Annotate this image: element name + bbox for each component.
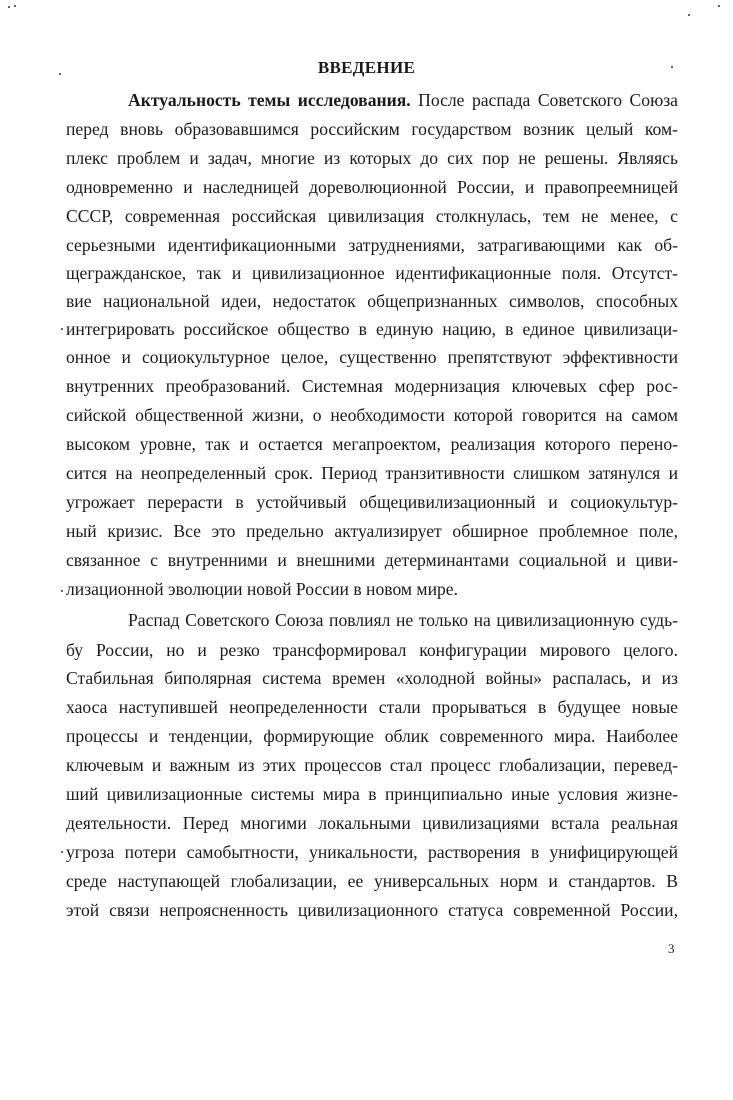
paragraph-line: Стабильная биполярная система времен «холодной войны» распалась, и из [66,668,678,688]
paragraph-line: интегрировать российское общество в единую нацию, в единое цивилизаци- [66,319,678,339]
paragraph-line: высоком уровне, так и остается мегапроектом, реализация которого перено- [66,434,678,454]
paragraph-line: этой связи непроясненность цивилизационного статуса современной России, [66,900,678,920]
paragraph-line: серьезными идентификационными затруднениями, затрагивающими как об- [66,235,678,255]
paragraph-line: процессы и тенденции, формирующие облик современного мира. Наиболее [66,726,678,746]
paragraph-line: деятельности. Перед многими локальными цивилизациями встала реальная [66,813,678,833]
scan-speck [688,14,690,16]
paragraph-line: СССР, современная российская цивилизация столкнулась, тем не менее, с [66,206,678,226]
paragraph-line: угрожает перерасти в устойчивый общецивилизационный и социокультур- [66,492,678,512]
paragraph-line: сится на неопределенный срок. Период транзитивности слишком затянулся и [66,463,678,483]
scan-speck [61,851,63,853]
paragraph-line: плекс проблем и задач, многие из которых до сих пор не решены. Являясь [66,148,678,168]
paragraph-line: одновременно и наследницей дореволюционной России, и правопреемницей [66,177,678,197]
paragraph-line: внутренних преобразований. Системная модернизация ключевых сфер рос- [66,376,678,396]
lead-in-heading: Актуальность темы исследования. [128,90,411,110]
scan-speck [61,590,63,592]
paragraph-line: вие национальной идеи, недостаток общепризнанных символов, способных [66,291,678,311]
text-segment: После распада Советского Союза [418,90,678,110]
scan-speck [8,6,10,8]
paragraph-line: бу России, но и резко трансформировал конфигурации мирового целого. [66,640,678,660]
scan-speck [61,328,63,330]
paragraph-line: ный кризис. Все это предельно актуализирует обширное проблемное поле, [66,521,678,541]
paragraph-line: среде наступающей глобализации, ее универсальных норм и стандартов. В [66,871,678,891]
paragraph-line: хаоса наступившей неопределенности стали прорываться в будущее новые [66,697,678,717]
paragraph-line: перед вновь образовавшимся российским государством возник целый ком- [66,119,678,139]
page-title: ВВЕДЕНИЕ [317,58,416,77]
paragraph-line [128,90,678,110]
paragraph-line: онное и социокультурное целое, существенно препятствуют эффективности [66,347,678,367]
paragraph-line: угроза потери самобытности, уникальности, растворения в унифицирующей [66,842,678,862]
scan-speck [59,73,61,75]
paragraph-line: лизационной эволюции новой России в новом мире. [66,579,458,599]
paragraph-line: ключевым и важным из этих процессов стал процесс глобализации, перевед- [66,755,678,775]
scan-speck [671,66,673,68]
paragraph-line: щегражданское, так и цивилизационное идентификационные поля. Отсутст- [66,263,678,283]
page-number: 3 [668,941,675,956]
paragraph-line: связанное с внутренними и внешними детерминантами социальной и циви- [66,550,678,570]
paragraph-line: сийской общественной жизни, о необходимости которой говорится на самом [66,405,678,425]
paragraph-line: ший цивилизационные системы мира в принципиально иные условия жизне- [66,784,678,804]
scan-speck [718,5,720,7]
scan-speck [14,5,16,7]
paragraph-line: Распад Советского Союза повлиял не только на цивилизационную судь- [128,610,678,630]
